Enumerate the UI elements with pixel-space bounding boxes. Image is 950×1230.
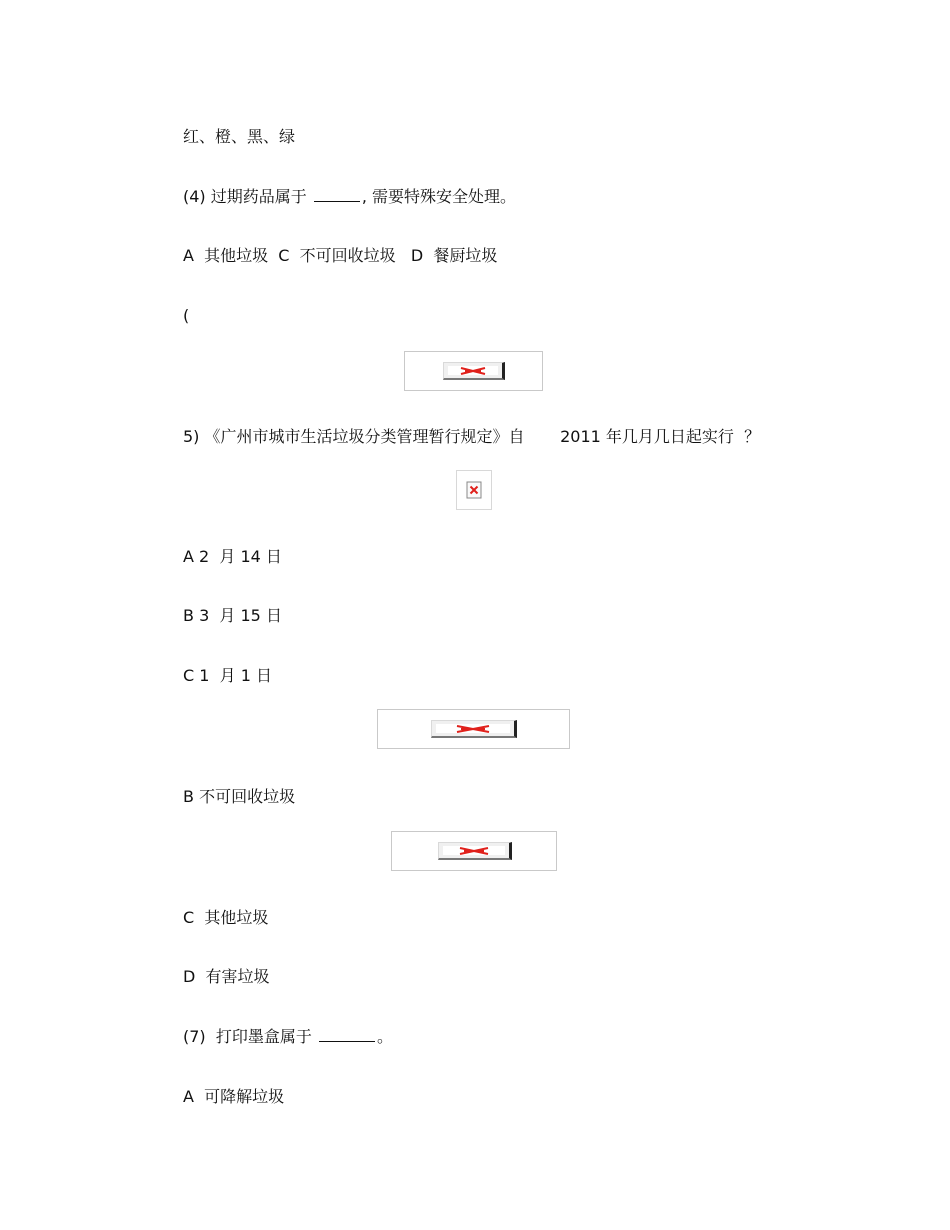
image-placeholder-2 — [456, 470, 492, 510]
question-4-options: A 其他垃圾 C 不可回收垃圾 D 餐厨垃圾 — [183, 246, 498, 265]
question-4 — [183, 187, 516, 207]
question-4-suffix: , 需要特殊安全处理。 — [361, 187, 517, 206]
question-7-option-a: A 可降解垃圾 — [183, 1087, 285, 1106]
answer-d: D 有害垃圾 — [183, 967, 270, 986]
answer-blank — [314, 187, 360, 202]
stray-parenthesis: ( — [183, 306, 190, 325]
question-5: 5) 《广州市城市生活垃圾分类管理暂行规定》自 2011 年几月几日起实行 ？ — [183, 427, 761, 446]
broken-image-icon — [438, 842, 512, 860]
broken-image-icon — [431, 720, 517, 738]
option-a-date: A 2 月 14 日 — [183, 547, 282, 566]
answer-b: B 不可回收垃圾 — [183, 787, 296, 806]
image-placeholder-4 — [391, 831, 557, 871]
text-colors: 红、橙、黑、绿 — [183, 127, 296, 146]
option-c-date: C 1 月 1 日 — [183, 666, 272, 685]
image-placeholder-1 — [404, 351, 543, 391]
question-7 — [183, 1027, 393, 1047]
question-7-suffix: 。 — [376, 1027, 393, 1046]
answer-blank — [319, 1027, 375, 1042]
broken-image-icon — [443, 362, 505, 380]
question-4-prefix: (4) 过期药品属于 — [183, 187, 312, 206]
image-placeholder-3 — [377, 709, 570, 749]
question-7-prefix: (7) 打印墨盒属于 — [183, 1027, 317, 1046]
error-x-icon — [467, 482, 482, 499]
answer-c: C 其他垃圾 — [183, 908, 269, 927]
option-b-date: B 3 月 15 日 — [183, 606, 282, 625]
